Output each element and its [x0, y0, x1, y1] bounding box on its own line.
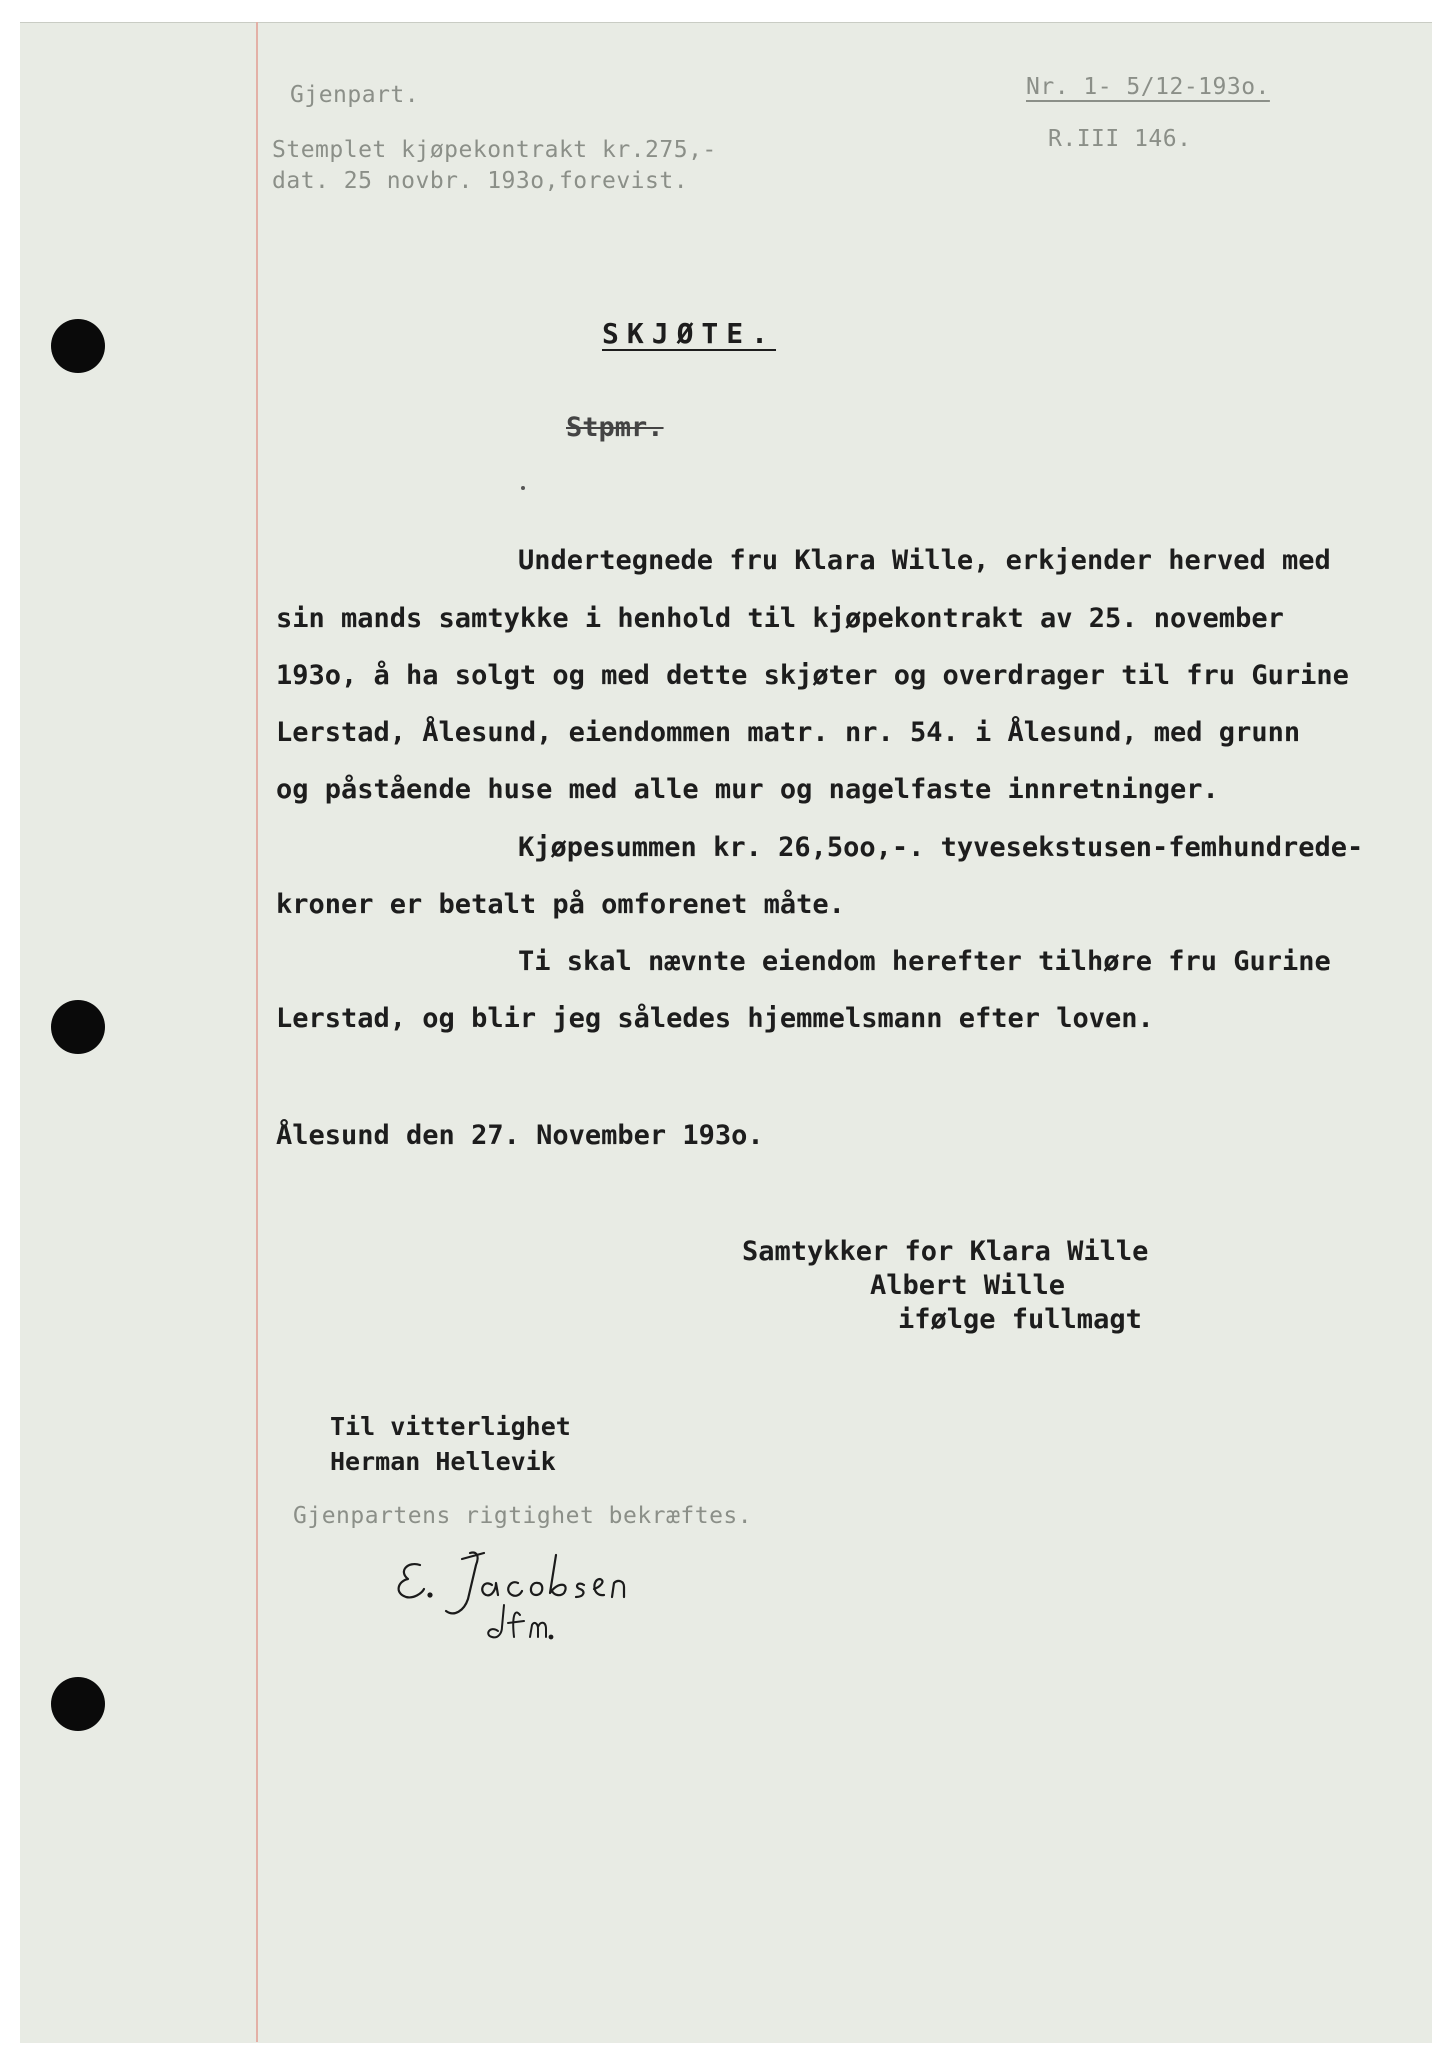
punch-hole-bottom [51, 1677, 105, 1731]
paragraph-line: 193o, å ha solgt og med dette skjøter og overdrager til fru Gurine [276, 660, 1349, 691]
copy-label: Gjenpart. [290, 82, 420, 108]
stamp-note-line1: Stemplet kjøpekontrakt kr.275,- [272, 137, 717, 163]
paragraph-line: Lerstad, og blir jeg således hjemmelsmann efter loven. [276, 1003, 1154, 1034]
paragraph-line: Kjøpesummen kr. 26,5oo,-. tyvesekstusen-femhundrede- [518, 832, 1364, 863]
document-title: SKJØTE. [602, 317, 777, 350]
record-number: Nr. 1- 5/12-193o. [1026, 74, 1270, 100]
paragraph-line: kroner er betalt på omforenet måte. [276, 889, 845, 920]
punch-hole-top [51, 319, 105, 373]
certification-text: Gjenpartens rigtighet bekræftes. [293, 1503, 753, 1529]
witness-label: Til vitterlighet [330, 1412, 571, 1441]
signatory-name: Albert Wille [870, 1270, 1066, 1301]
paragraph-line: Lerstad, Ålesund, eiendommen matr. nr. 54. i Ålesund, med grunn [276, 717, 1301, 748]
power-of-attorney: ifølge fullmagt [898, 1304, 1142, 1335]
paragraph-line: Ti skal nævnte eiendom herefter tilhøre fru Gurine [518, 946, 1331, 977]
ink-dot [521, 486, 525, 490]
paragraph-line: Undertegnede fru Klara Wille, erkjender herved med [518, 545, 1331, 576]
margin-line [256, 22, 258, 2042]
witness-name: Herman Hellevik [330, 1447, 556, 1476]
place-date: Ålesund den 27. November 193o. [276, 1120, 764, 1151]
paragraph-line: og påstående huse med alle mur og nagelfaste innretninger. [276, 774, 1219, 805]
struck-mark: Stpmr. [566, 412, 664, 443]
stamp-note-line2: dat. 25 novbr. 193o,forevist. [272, 168, 689, 194]
consent-line: Samtykker for Klara Wille [742, 1236, 1149, 1267]
paragraph-line: sin mands samtykke i henhold til kjøpekontrakt av 25. november [276, 603, 1284, 634]
handwritten-signature [380, 1535, 680, 1640]
register-reference: R.III 146. [1048, 126, 1192, 152]
punch-hole-middle [51, 1000, 105, 1054]
